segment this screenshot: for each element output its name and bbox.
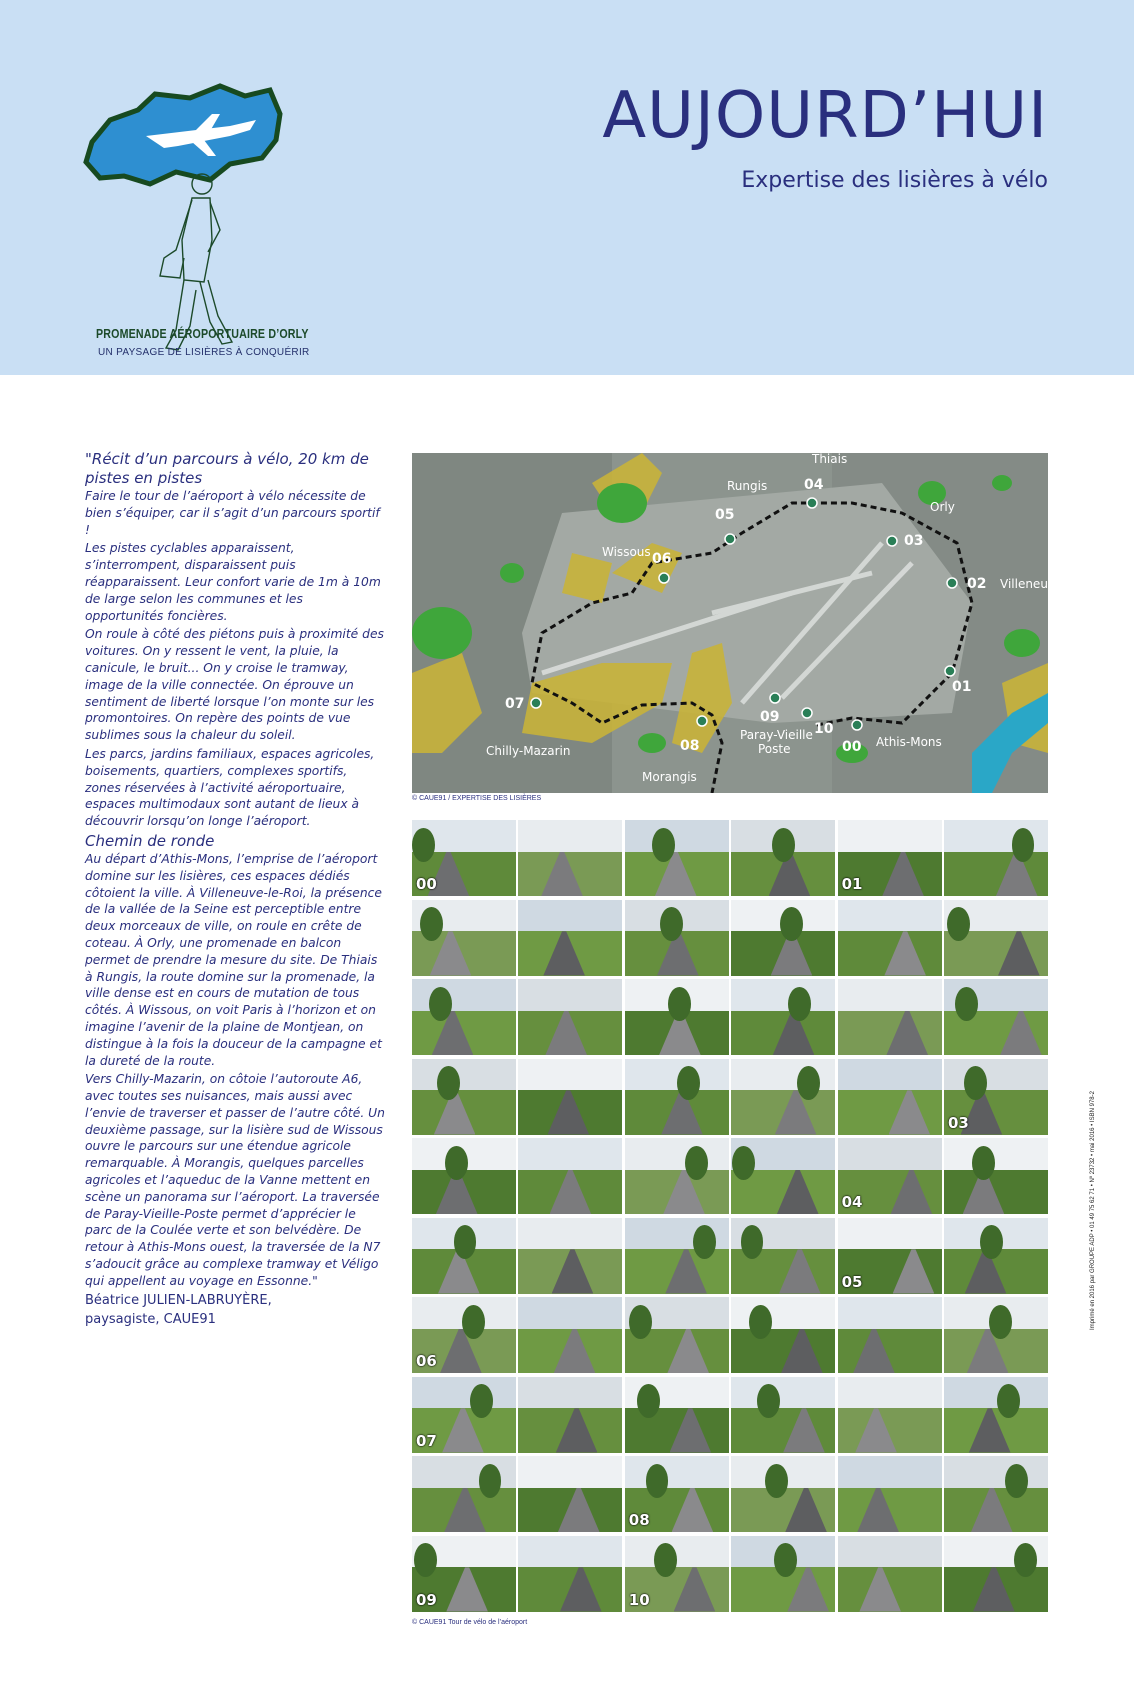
route-photo xyxy=(944,1456,1048,1532)
map-place-label: Rungis xyxy=(727,479,768,493)
map-point-marker xyxy=(725,534,735,544)
photo-sky xyxy=(518,1456,622,1488)
map-point-label: 08 xyxy=(680,738,700,754)
map-place-label: Thiais xyxy=(812,453,848,466)
route-photo xyxy=(412,1377,516,1453)
route-photo xyxy=(944,1059,1048,1135)
photo-sky xyxy=(838,900,942,932)
page-subtitle: Expertise des lisières à vélo xyxy=(741,168,1048,193)
photo-number: 09 xyxy=(416,1590,437,1609)
route-photo xyxy=(838,1059,942,1135)
map-point-label: 09 xyxy=(760,709,780,725)
photo-sky xyxy=(944,1059,1048,1091)
author-name: Béatrice JULIEN-LABRUYÈRE, xyxy=(85,1292,272,1308)
text-heading-1: "Récit d’un parcours à vélo, 20 km de pistes en pistes xyxy=(85,450,369,487)
route-photo xyxy=(518,979,622,1055)
photo-sky xyxy=(838,820,942,852)
author-role: paysagiste, CAUE91 xyxy=(85,1311,216,1327)
route-photo xyxy=(412,1138,516,1214)
route-photo xyxy=(731,900,835,976)
map-place-label: Wissous xyxy=(602,545,651,559)
photo-tree xyxy=(437,1066,460,1100)
photo-tree xyxy=(947,907,970,941)
route-photo xyxy=(625,1377,729,1453)
photo-sky xyxy=(838,1138,942,1170)
route-photo xyxy=(944,1138,1048,1214)
map-point-marker xyxy=(697,716,707,726)
photo-tree xyxy=(462,1305,485,1339)
photo-tree xyxy=(1005,1464,1028,1498)
photo-sky xyxy=(838,979,942,1011)
photo-sky xyxy=(838,1218,942,1250)
text-paragraph-6: Vers Chilly-Mazarin, on côtoie l’autoroute A6, avec toutes ses nuisances, mais aussi avec l’envie de traverser et passer de l’autre côté. Un deuxième passage, sur la lisière sud de Wissous ouvre le parcours sur une étendue agricole remarquable. À Morangis, quelques parcelles agricoles et l’aqueduc de la Vanne mettent en scène un panorama sur l’aéroport. La traversée de Paray-Vieille-Poste permet d’apprécier le parc de la Coulée verte et son belvédère. De retour à Athis-Mons ouest, la traversée de la N7 s’adoucit grâce au complexe tramway et Véligo qui appellent au voyage en Essonne." xyxy=(85,1072,385,1288)
photo-number: 01 xyxy=(841,875,863,893)
photo-tree xyxy=(445,1146,468,1180)
print-note: Imprimé en 2016 par GROUPE ADP • 01 49 75 62 71 • Nº 23732 • mai 2016 • ISBN 978-2 xyxy=(1090,1091,1096,1330)
route-photo xyxy=(731,1059,835,1135)
logo-subtitle: UN PAYSAGE DE LISIÈRES À CONQUÉRIR xyxy=(98,347,310,358)
photo-number: 03 xyxy=(947,1113,969,1132)
map-place-label: Morangis xyxy=(642,770,697,784)
route-photo xyxy=(731,1138,835,1214)
route-photo xyxy=(838,1218,942,1294)
route-photo xyxy=(838,1377,942,1453)
route-photo xyxy=(412,1059,516,1135)
map-point-label: 07 xyxy=(505,696,525,712)
route-photo xyxy=(518,1297,622,1373)
narrative-text xyxy=(85,450,385,1328)
photo-tree xyxy=(732,1146,755,1180)
map-point-label: 03 xyxy=(904,533,924,549)
photo-number: 04 xyxy=(841,1193,863,1211)
map-place-label: Villeneu xyxy=(1000,577,1048,591)
photo-tree xyxy=(1014,1543,1037,1577)
photo-tree xyxy=(412,828,435,862)
photo-tree xyxy=(668,987,691,1021)
route-photo xyxy=(838,1138,942,1214)
photo-number: 05 xyxy=(841,1272,863,1291)
photo-sky xyxy=(731,1377,835,1409)
photo-sky xyxy=(412,1377,516,1409)
route-photo xyxy=(625,1059,729,1135)
photo-sky xyxy=(838,1059,942,1091)
photo-sky xyxy=(944,1377,1048,1409)
photo-sky xyxy=(944,1456,1048,1488)
page-title: AUJOURD’HUI xyxy=(602,79,1048,153)
route-photo xyxy=(944,1218,1048,1294)
map-point-marker xyxy=(531,698,541,708)
map-place-label: Chilly-Mazarin xyxy=(486,744,571,758)
route-photo xyxy=(518,1059,622,1135)
photo-sky xyxy=(838,1536,942,1568)
route-photo xyxy=(412,1297,516,1373)
photo-sky xyxy=(518,820,622,852)
map-point-label: 06 xyxy=(652,551,672,567)
text-paragraph-2: Les pistes cyclables apparaissent, s’interrompent, disparaissent puis réapparaissent. Leur confort varie de 1m à 10m de large selon les communes et les opportunités foncières. xyxy=(85,541,381,623)
route-photo xyxy=(838,979,942,1055)
photo-tree xyxy=(414,1543,437,1577)
route-photo xyxy=(625,1297,729,1373)
route-map xyxy=(412,453,1048,793)
route-photo xyxy=(944,1297,1048,1373)
photo-number: 06 xyxy=(416,1352,437,1370)
photo-tree xyxy=(955,987,978,1021)
photo-tree xyxy=(685,1146,708,1180)
route-photo xyxy=(412,1456,516,1532)
photo-sky xyxy=(518,1138,622,1170)
route-photo xyxy=(838,1456,942,1532)
map-point-label: 00 xyxy=(842,739,862,755)
map-point-label: 04 xyxy=(804,477,824,493)
route-photo xyxy=(625,1218,729,1294)
route-photo xyxy=(838,1297,942,1373)
route-photo xyxy=(412,1218,516,1294)
map-point-marker xyxy=(887,536,897,546)
route-photo xyxy=(731,1377,835,1453)
photo-tree xyxy=(677,1066,700,1100)
route-photo xyxy=(412,979,516,1055)
route-photo xyxy=(625,1138,729,1214)
route-photo xyxy=(838,900,942,976)
photo-tree xyxy=(429,987,452,1021)
photo-tree xyxy=(629,1305,652,1339)
photo-tree xyxy=(774,1543,797,1577)
route-photo xyxy=(518,1138,622,1214)
route-photo xyxy=(625,1536,729,1612)
route-photo xyxy=(625,820,729,896)
map-point-marker xyxy=(947,578,957,588)
route-photo xyxy=(944,900,1048,976)
route-photo xyxy=(518,820,622,896)
route-photo xyxy=(731,1297,835,1373)
route-photo xyxy=(731,1218,835,1294)
photo-sky xyxy=(518,1377,622,1409)
photo-tree xyxy=(1012,828,1035,862)
route-photo xyxy=(518,1456,622,1532)
route-photo xyxy=(518,900,622,976)
map-point-label: 10 xyxy=(814,721,834,737)
photo-tree xyxy=(780,907,803,941)
photo-sky xyxy=(731,1059,835,1091)
text-paragraph-4: Les parcs, jardins familiaux, espaces agricoles, boisements, quartiers, complexes sportifs, zones réservées à l’activité aéroportuaire, espaces multimodaux sont autant de lieux à découvrir lorsqu’on longe l’aéroport. xyxy=(85,746,375,829)
photo-tree xyxy=(972,1146,995,1180)
text-paragraph-5: Au départ d’Athis-Mons, l’emprise de l’aéroport domine sur les lisières, ces espaces dédiés côtoient la ville. À Villeneuve-le-Roi, la présence de la vallée de la Seine est perceptible entre deux morceaux de ville, on roule en crête de coteau. À Orly, une promenade en balcon permet de prendre la mesure du site. De Thiais à Rungis, la route domine sur la promenade, la ville dense est en cours de mutation de tous côtés. À Wissous, on voit Paris à l’horizon et on imagine l’avenir de la plaine de Montjean, on distingue à la fois la douceur de la campagne et la dureté de la route. xyxy=(85,851,382,1068)
logo-title: PROMENADE AÉROPORTUAIRE D’ORLY xyxy=(96,326,309,341)
photo-sky xyxy=(518,1297,622,1329)
route-photo xyxy=(625,900,729,976)
photo-grid xyxy=(412,820,1048,1616)
photo-number: 08 xyxy=(628,1511,650,1529)
map-point-label: 05 xyxy=(715,507,735,523)
photo-sky xyxy=(625,1456,729,1488)
route-photo xyxy=(518,1377,622,1453)
map-point-marker xyxy=(807,498,817,508)
photo-tree xyxy=(749,1305,772,1339)
photo-sky xyxy=(412,1059,516,1091)
route-photo xyxy=(731,820,835,896)
route-photo xyxy=(838,1536,942,1612)
route-photo xyxy=(412,1536,516,1612)
map-place-label: Paray-Vieille xyxy=(740,728,813,742)
route-photo xyxy=(944,1536,1048,1612)
route-photo xyxy=(625,1456,729,1532)
photo-sky xyxy=(625,1138,729,1170)
map-point-marker xyxy=(802,708,812,718)
photo-sky xyxy=(838,1377,942,1409)
photo-sky xyxy=(518,900,622,932)
text-paragraph-1: Faire le tour de l’aéroport à vélo nécessite de bien s’équiper, car il s’agit d’un parcours sportif ! xyxy=(85,489,380,537)
map-point-label: 01 xyxy=(952,679,972,695)
photo-sky xyxy=(518,1218,622,1250)
route-photo xyxy=(944,1377,1048,1453)
photo-credit: © CAUE91 Tour de vélo de l’aéroport xyxy=(412,1619,528,1626)
photo-tree xyxy=(788,987,811,1021)
photo-sky xyxy=(625,1536,729,1568)
photo-tree xyxy=(989,1305,1012,1339)
photo-number: 10 xyxy=(628,1590,650,1609)
text-paragraph-3: On roule à côté des piétons puis à proximité des voitures. On y ressent le vent, la pluie, la canicule, le bruit... On y croise le tramway, image de la ville connectée. On éprouve un sentiment de liberté lorsque l’on monte sur les promontoires. On repère des points de vue sublimes sous la chaleur du soleil. xyxy=(85,627,384,743)
map-point-label: 02 xyxy=(967,576,987,592)
photo-sky xyxy=(838,1456,942,1488)
photo-sky xyxy=(412,979,516,1011)
photo-sky xyxy=(518,1536,622,1568)
photo-tree xyxy=(660,907,683,941)
route-photo xyxy=(731,979,835,1055)
map-place-label: Poste xyxy=(758,742,791,756)
photo-sky xyxy=(731,979,835,1011)
photo-number: 07 xyxy=(416,1431,437,1450)
map-credit: © CAUE91 / EXPERTISE DES LISIÈRES xyxy=(412,795,542,802)
photo-tree xyxy=(654,1543,677,1577)
map-point-marker xyxy=(659,573,669,583)
photo-sky xyxy=(731,1297,835,1329)
map-place-label: Orly xyxy=(930,500,955,514)
route-photo xyxy=(412,900,516,976)
photo-tree xyxy=(997,1384,1020,1418)
photo-sky xyxy=(838,1297,942,1329)
route-photo xyxy=(518,1218,622,1294)
map-point-marker xyxy=(945,666,955,676)
photo-sky xyxy=(944,1138,1048,1170)
route-photo xyxy=(731,1456,835,1532)
route-photo xyxy=(838,820,942,896)
photo-tree xyxy=(479,1464,502,1498)
photo-number: 00 xyxy=(416,875,437,893)
map-place-label: Athis-Mons xyxy=(876,735,942,749)
photo-tree xyxy=(964,1066,987,1100)
route-photo xyxy=(944,979,1048,1055)
route-photo xyxy=(944,820,1048,896)
map-point-marker xyxy=(770,693,780,703)
photo-tree xyxy=(652,828,675,862)
route-photo xyxy=(518,1536,622,1612)
text-heading-2: Chemin de ronde xyxy=(85,831,215,850)
photo-sky xyxy=(518,979,622,1011)
photo-sky xyxy=(625,820,729,852)
photo-tree xyxy=(646,1464,669,1498)
photo-tree xyxy=(797,1066,820,1100)
header-banner xyxy=(0,0,1134,375)
photo-sky xyxy=(518,1059,622,1091)
map-point-marker xyxy=(852,720,862,730)
route-photo xyxy=(412,820,516,896)
route-map-svg xyxy=(412,453,1048,793)
photo-tree xyxy=(772,828,795,862)
route-photo xyxy=(625,979,729,1055)
route-photo xyxy=(731,1536,835,1612)
